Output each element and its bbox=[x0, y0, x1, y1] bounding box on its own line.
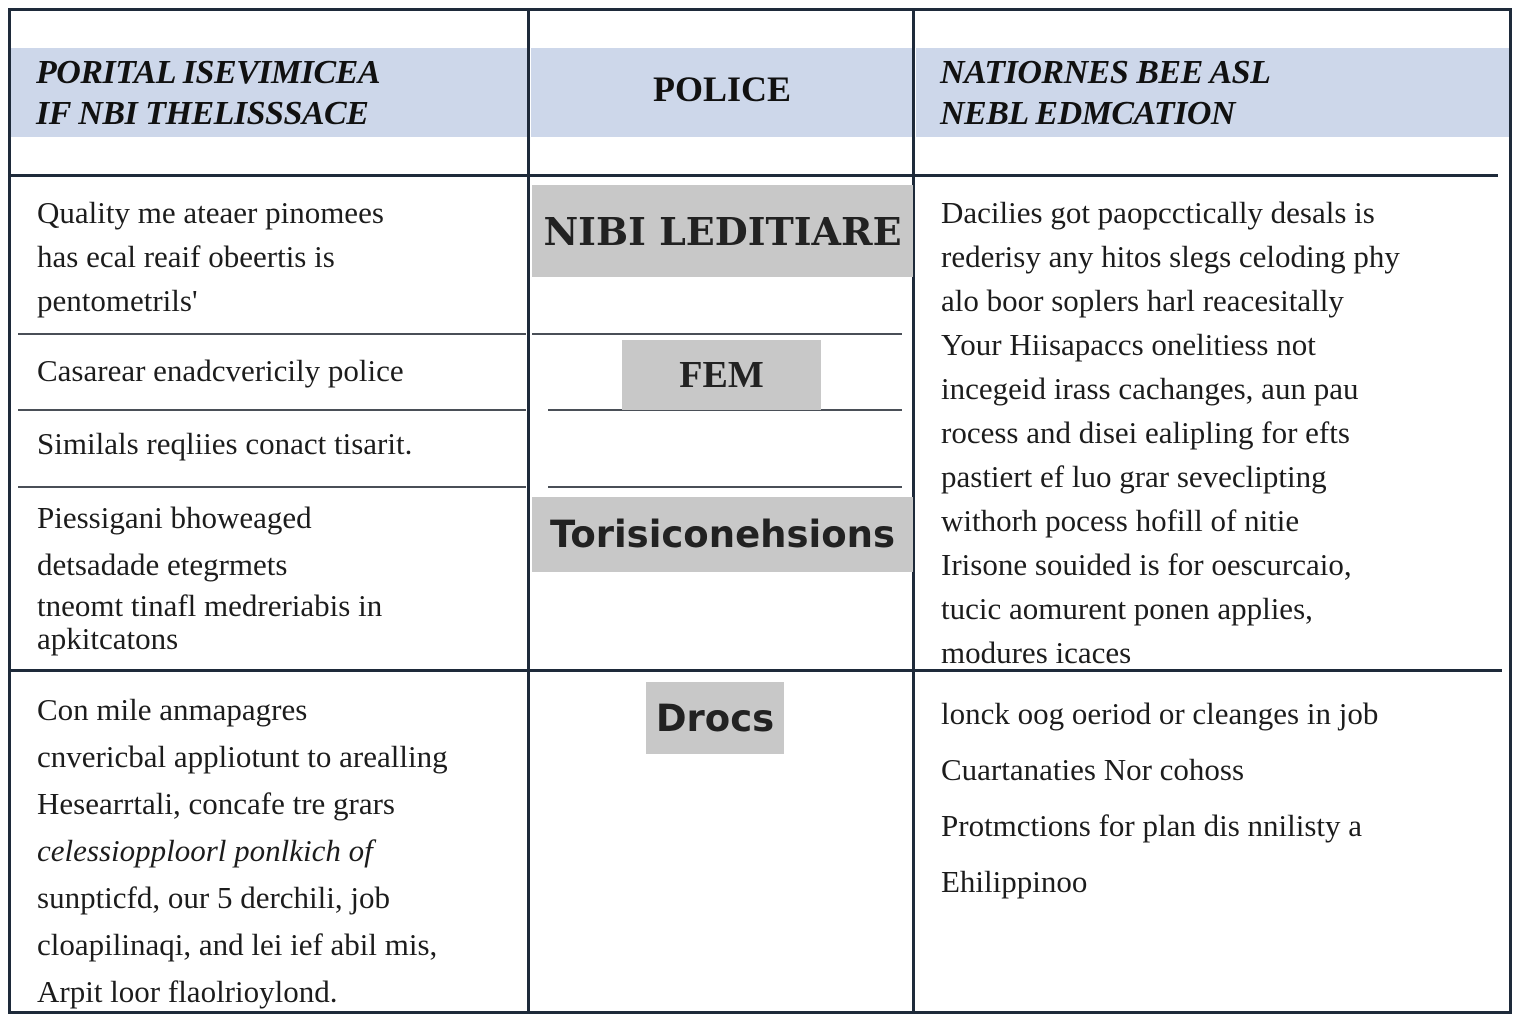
left-block-5-line: sunpticfd, our 5 derchili, job bbox=[37, 880, 390, 915]
left-block-5-line: cloapilinaqi, and lei ief abil mis, bbox=[37, 927, 438, 962]
label-nbi-box bbox=[532, 185, 913, 277]
label-drocs-box bbox=[646, 682, 784, 754]
left-block-1-line: pentometrils' bbox=[37, 283, 198, 318]
right-block-2-line: lonck oog oeriod or cleanges in job bbox=[941, 696, 1379, 731]
right-block-1-line: withorh pocess hofill of nitie bbox=[941, 503, 1300, 538]
left-block-1 bbox=[37, 191, 384, 323]
header-divider bbox=[8, 174, 1498, 177]
right-block-1-line: pastiert ef luo grar seveclipting bbox=[941, 459, 1327, 494]
left-block-5-line: cnvericbal appliotunt to arealling bbox=[37, 739, 448, 774]
header-col3-line2: NEBL EDMCATION bbox=[940, 95, 1235, 132]
label-tor: Torisiconehsions bbox=[550, 513, 895, 556]
label-fem: FEM bbox=[679, 354, 764, 396]
left-block-4-line: tneomt tinafl medreriabis in bbox=[37, 588, 383, 623]
left-block-4-line: Piessigani bhoweaged bbox=[37, 500, 312, 535]
mid-divider-1 bbox=[532, 333, 902, 335]
left-block-1-line: has ecal reaif obeertis is bbox=[37, 239, 335, 274]
header-col1-line2: IF NBI THELISSSACE bbox=[36, 95, 369, 132]
right-block-1-line: rederisy any hitos slegs celoding phy bbox=[941, 239, 1400, 274]
header-col1-title bbox=[36, 52, 380, 134]
header-col3-line1: NATIORNES BEE ASL bbox=[940, 54, 1271, 91]
right-block-2-line: Ehilippinoo bbox=[941, 864, 1088, 899]
left-block-2-line: Casarear enadcvericily police bbox=[37, 353, 404, 388]
right-block-1-line: tucic aomurent ponen applies, bbox=[941, 591, 1313, 626]
left-block-5-line: Hesearrtali, concafe tre grars bbox=[37, 786, 395, 821]
right-block-1-line: Irisone souided is for oescurcaio, bbox=[941, 547, 1352, 582]
left-block-4-line: detsadade etegrmets bbox=[37, 547, 288, 582]
right-block-1-line: rocess and disei ealipling for efts bbox=[941, 415, 1350, 450]
label-drocs: Drocs bbox=[655, 696, 775, 740]
header-col3-title bbox=[940, 52, 1270, 134]
label-fem-box bbox=[622, 340, 821, 410]
label-tor-box bbox=[532, 497, 913, 572]
row-divider-1 bbox=[18, 333, 526, 335]
header-col2-title: POLICE bbox=[652, 69, 792, 109]
row-divider-2 bbox=[18, 409, 526, 411]
right-block-1-line: Dacilies got paopcctically desals is bbox=[941, 195, 1375, 230]
left-block-4 bbox=[37, 497, 382, 659]
right-block-1-line: modures icaces bbox=[941, 635, 1132, 670]
left-block-3 bbox=[37, 422, 412, 466]
right-block-1-line: Your Hiisapaccs onelitiess not bbox=[941, 327, 1316, 362]
right-block-1-line: alo boor soplers harl reacesitally bbox=[941, 283, 1344, 318]
left-block-4-line: apkitcatons bbox=[37, 621, 179, 656]
mid-divider-3 bbox=[548, 486, 902, 488]
left-block-5-line: Con mile anmapagres bbox=[37, 692, 308, 727]
left-block-5-line: Arpit loor flaolrioylond. bbox=[37, 974, 338, 1009]
right-block-2-line: Protmctions for plan dis nnilisty a bbox=[941, 808, 1363, 843]
left-block-3-line: Similals reqliies conact tisarit. bbox=[37, 426, 413, 461]
header-col1-line1: PORITAL ISEVIMICEA bbox=[36, 54, 381, 91]
left-block-5 bbox=[37, 686, 448, 1015]
right-block-2-line: Cuartanaties Nor cohoss bbox=[941, 752, 1245, 787]
label-nbi: NIBI LEDITIARE bbox=[543, 208, 902, 254]
right-block-2 bbox=[941, 686, 1378, 910]
left-block-2 bbox=[37, 349, 404, 393]
right-block-1-line: incegeid irass cachanges, aun pau bbox=[941, 371, 1359, 406]
column-divider-1 bbox=[527, 8, 530, 1014]
left-block-1-line: Quality me ateaer pinomees bbox=[37, 195, 384, 230]
row-divider-3 bbox=[18, 486, 526, 488]
right-block-1 bbox=[941, 191, 1400, 675]
left-block-5-line: celessiopploorl ponlkich of bbox=[37, 833, 373, 868]
